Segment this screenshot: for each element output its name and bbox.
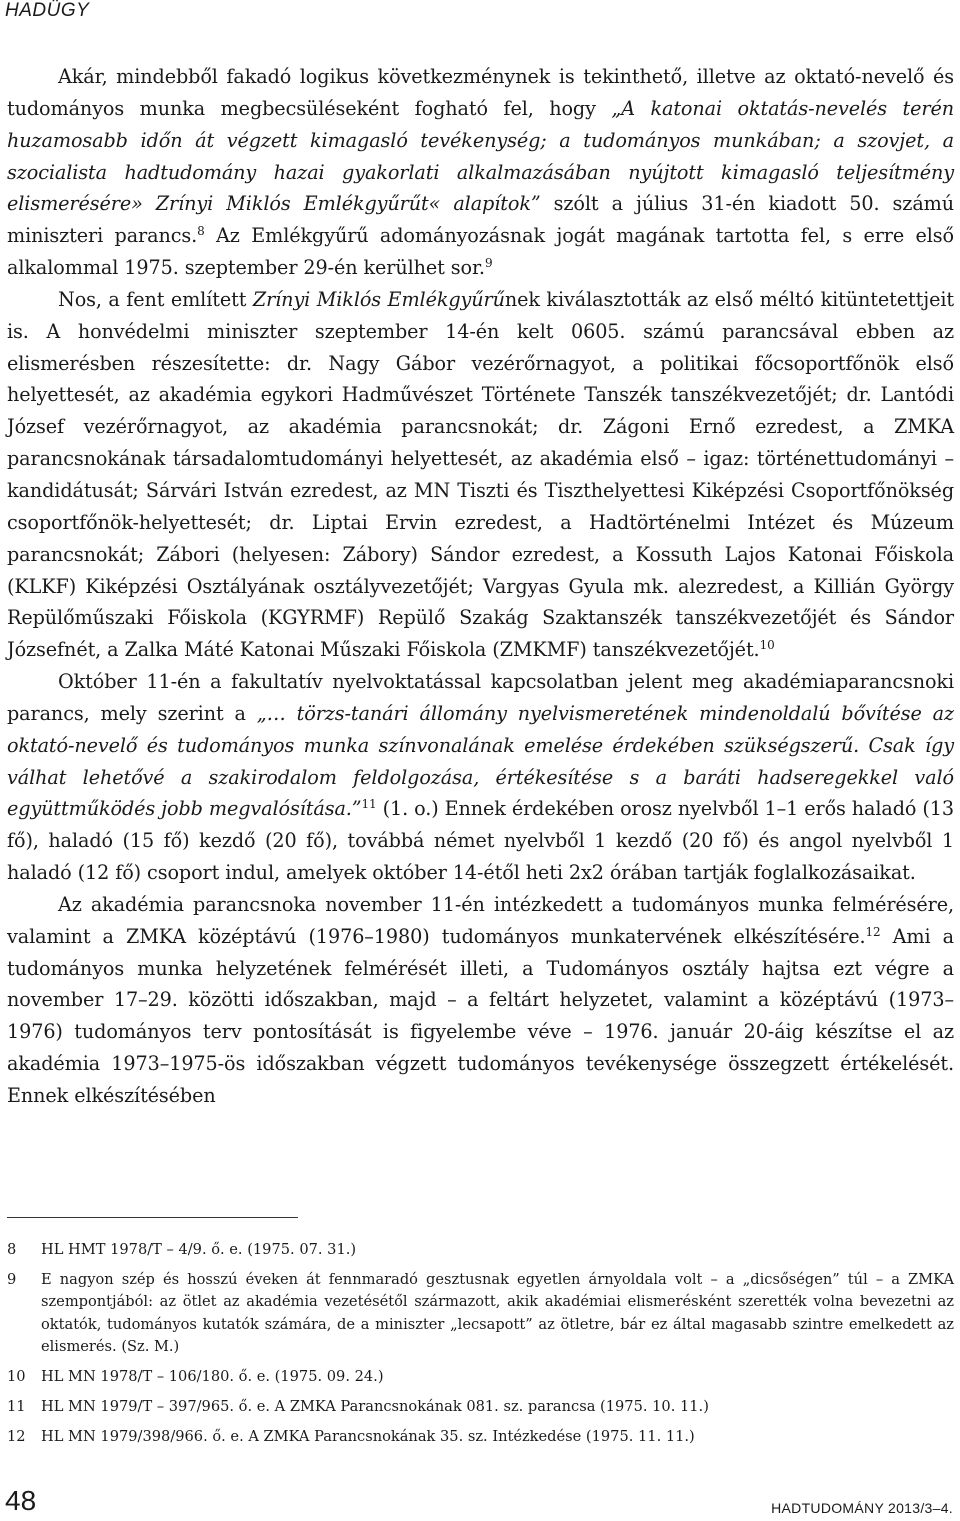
running-head: HADÜGY <box>5 0 90 21</box>
footnote-number: 10 <box>7 1368 26 1386</box>
footnote-item <box>7 1366 954 1388</box>
paragraph-4 <box>7 889 954 1112</box>
footnote-item <box>7 1269 954 1359</box>
paragraph-1-text-a: Akár, mindebből fakadó logikus következménynek is tekinthető, illetve az oktató-nevelő és tudományos munka megbecsüléseként fogható fel, hogy <box>7 65 954 120</box>
paragraph-4-text-a: Az akadémia parancsnoka november 11-én intézkedett a tudományos munka felmérésére, valamint a ZMKA középtávú (1976–1980) tudományos munkatervének elkészítésére. <box>7 892 954 948</box>
paragraph-1-text-b: szólt a július 31-én kiadott 50. számú miniszteri parancs. <box>7 192 955 248</box>
footnote-item <box>7 1426 954 1448</box>
journal-footer: HADTUDOMÁNY 2013/3–4. <box>771 1500 953 1516</box>
article-body <box>7 61 954 1112</box>
footnote-number: 8 <box>7 1241 17 1258</box>
footnote-number: 11 <box>7 1397 26 1415</box>
footnote-number: 9 <box>7 1270 17 1288</box>
paragraph-2-italic: Zrínyi Miklós Emlékgyűrű <box>252 287 505 311</box>
footnote-text: E nagyon szép és hosszú éveken át fennmaradó gesztusnak egyetlen árnyoldala volt – a „dicsőségen” túl – a ZMKA szempontjából: az ötlet az akadémia vezetésétől származott, akik akadémiai elismerésként szerették volna bevezetni az oktatók, tudományos kutatók számára, de a miniszter „lecsapott” az ötletre, bár ez által magasabb szintre emelkedett az elismerés. (Sz. M.) <box>41 1270 954 1356</box>
paragraph-3-text-a: Október 11-én a fakultatív nyelvoktatással kapcsolatban jelent meg akadémiaparancsnoki parancs, mely szerint a <box>7 670 954 725</box>
page-number: 48 <box>5 1485 37 1516</box>
footnote-divider <box>7 1217 298 1218</box>
paragraph-3-text-b: (1. o.) Ennek érdekében orosz nyelvből 1–1 erős haladó (13 fő), haladó (15 fő) kezdő (20 fő), továbbá német nyelvből 1 kezdő (20 fő) és angol nyelvből 1 haladó (12 fő) csoport indul, amelyek október 14-étől heti 2x2 órában tartják foglalkozásaikat. <box>7 797 955 885</box>
paragraph-1 <box>7 61 954 284</box>
paragraph-1-text-c: Az Emlékgyűrű adományozásnak jogát magának tartotta fel, s erre első alkalommal 1975. szeptember 29-én kerülhet sor. <box>7 224 954 280</box>
paragraph-2-text-a: Nos, a fent említett <box>58 287 253 311</box>
footnotes <box>7 1239 954 1456</box>
footnote-number: 12 <box>7 1427 26 1445</box>
footnote-ref-12[interactable]: 12 <box>865 924 881 939</box>
footnote-item <box>7 1396 954 1418</box>
footnote-ref-11[interactable]: 11 <box>361 797 377 812</box>
paragraph-3-quote: „… törzs-tanári állomány nyelvismeretének mindenoldalú bővítése az oktató-nevelő és tudományos munka színvonalának emelése érdekében szükségszerű. Csak így válhat lehetővé a szakirodalom feldolgozása, értékesítése s a baráti hadseregekkel való együttműködés jobb megvalósítása.” <box>7 701 954 821</box>
paragraph-2-text-b: nek kiválasztották az első méltó kitüntetettjeit is. A honvédelmi miniszter szeptember 14-én kelt 0605. számú parancsával ebben az elismerésben részesítette: dr. Nagy Gábor vezérőrnagyot, a politikai főcsoportfőnök első helyettesét, az akadémia egykori Hadművészet Története Tanszék tanszékvezetőjét; dr. Lantódi József vezérőrnagyot, az akadémia parancsnokát; dr. Zágoni Ernő ezredest, a ZMKA parancsnokának társadalomtudományi helyettesét, az akadémia első – igaz: történettudományi – kandidátusát; Sárvári István ezredest, az MN Tiszti és Tiszthelyettesi Kiképzési Csoportfőnökség csoportfőnök-helyettesét; dr. Liptai Ervin ezredest, a Hadtörténelmi Intézet és Múzeum parancsnokát; Zábori (helyesen: Zábory) Sándor ezredest, a Kossuth Lajos Katonai Főiskola (KLKF) Kiképzési Osztályának osztályvezetőjét; Vargyas Gyula mk. alezredest, a Killián György Repülőműszaki Főiskola (KGYRMF) Repülő Szakág Szaktanszék tanszékvezetőjét és Sándor Józsefnét, a Zalka Máté Katonai Műszaki Főiskola (ZMKMF) tanszékvezetőjét. <box>7 287 954 662</box>
paragraph-1-quote: „A katonai oktatás-nevelés terén huzamosabb időn át végzett kimagasló tevékenység; a tudományos munkában; a szovjet, a szocialista hadtudomány hazai gyakorlati alkalmazásában nyújtott kimagasló teljesítmény elismerésére» Zrínyi Miklós Emlékgyűrűt« alapítok” <box>7 96 955 216</box>
paragraph-3 <box>7 666 954 889</box>
footnote-text: HL HMT 1978/T – 4/9. ő. e. (1975. 07. 31.) <box>41 1241 357 1258</box>
footnote-ref-10[interactable]: 10 <box>759 638 775 653</box>
footnote-item <box>7 1239 954 1261</box>
footnote-text: HL MN 1979/T – 397/965. ő. e. A ZMKA Parancsnokának 081. sz. parancsa (1975. 10. 11.) <box>41 1397 709 1415</box>
footnote-text: HL MN 1978/T – 106/180. ő. e. (1975. 09. 24.) <box>41 1368 384 1386</box>
paragraph-4-text-b: Ami a tudományos munka helyzetének felmérését illeti, a Tudományos osztály hajtsa ezt végre a november 17–29. közötti időszakban, majd – a feltárt helyzetet, valamint a középtávú (1973–1976) tudományos terv pontosítását is figyelembe véve – 1976. január 20-áig készítse el az akadémia 1973–1975-ös időszakban végzett tudományos tevékenysége összegzett értékelését. Ennek elkészítésében <box>7 924 954 1107</box>
footnote-ref-9[interactable]: 9 <box>484 256 493 271</box>
footnote-ref-8[interactable]: 8 <box>197 224 205 239</box>
footnote-text: HL MN 1979/398/966. ő. e. A ZMKA Parancsnokának 35. sz. Intézkedése (1975. 11. 11.) <box>41 1427 695 1445</box>
paragraph-2 <box>7 284 954 666</box>
